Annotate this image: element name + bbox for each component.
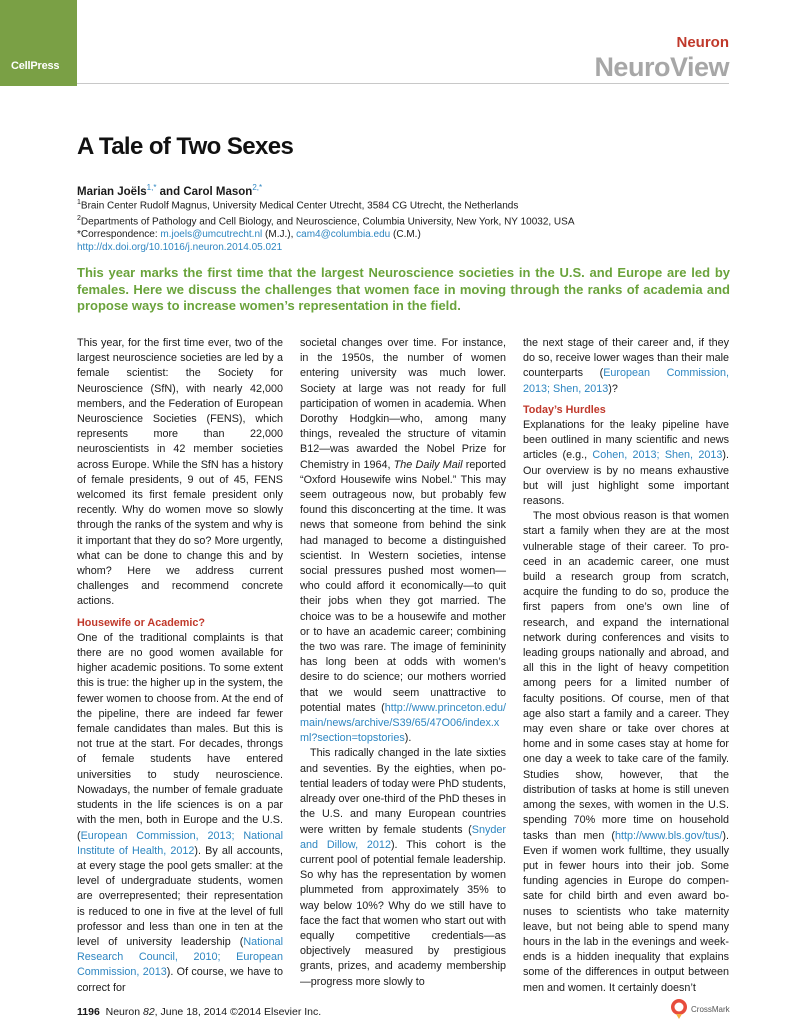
email-link[interactable]: m.joels@umcutrecht.nl (160, 229, 263, 241)
citation-link[interactable]: European Commission, 2013; National Institute of Health, 2012 (77, 829, 283, 857)
citation-link[interactable]: Snyder and Dillow, 2012 (300, 823, 506, 851)
affil-marker: 1 (77, 199, 81, 206)
header-divider (77, 83, 729, 84)
paragraph: This year, for the first time ever, two of the largest neuroscience societies are led by a female scientist: the Society for Neuroscience (SfN), with nearly 42,000 members, and the Federation of European Neuroscience Societies (FENS), which represents more than 22,000 neuroscientists in 42 member societies across Europe. While the SfN has a history of female presidents, 9 out of 45, FENS welcomed its first female president only recently. Why do women move so slowly through the ranks of the system and why is it important that they do so? More urgently, what can be done to change this and by whom? Here we address current challenges and recommend concrete actions. (77, 337, 283, 608)
affiliation-text: Departments of Pathology and Cell Biology, and Neuroscience, Columbia University, New York, NY 10032, USA (80, 216, 575, 228)
paragraph (523, 418, 729, 509)
correspondence (77, 229, 727, 242)
crossmark-icon (670, 998, 688, 1020)
citation-link[interactable]: Cohen, 2013; Shen, 2013 (592, 449, 723, 462)
author-name: Marian Joëls (77, 185, 147, 198)
email-link[interactable]: cam4@columbia.edu (296, 229, 391, 241)
abstract: This year marks the first time that the largest Neuroscience societies in the U.S. and Europe are led by females. Here we discuss the challenges that women face in moving through the ranks of academia and propose ways to increase women’s representation in the field. (77, 265, 730, 313)
citation-link[interactable]: National Research Council, 2010; European Commission, 2013 (77, 935, 283, 979)
footer-citation: , June 18, 2014 ©2014 Elsevier Inc. (154, 1006, 322, 1018)
paragraph-text: ). Even if women work fulltime, they usually put in fewer hours into their job. Some funding agencies in Europe do compensate for child birth and even award bonuses to scientists who take maternity leave, but not being able to spend many hours in the lab in the evenings and weekends is a hidden inequality that explains some of the differences in output between men and women. It certainly doesn’t (523, 829, 729, 994)
paragraph-text: societal changes over time. For instance, in the 1950s, the number of women entering university was much lower. Society at large was not ready for full participation of women in academia. When Dorothy Hodgkin—who, among many things, revealed the structure of vitamin B12—was awarded the Nobel Prize for Chemistry in 1964, (300, 337, 506, 471)
paragraph-text: ). (404, 732, 412, 745)
paragraph-text: The most obvious reason is that women start a family when they are at the most vulnerable stage of their career. To proceed in an academic career, one must build a research group from scratch, acquire the funding to do so, produce the first papers from one’s own line of research, and expand the international network during conferences and visits to leading groups nationally and abroad, and all this in the light of heavy competition among peers for a limited number of faculty positions. Of course, men of that age also start a family and a career. They may even share or take over chores at home and in some cases stay at home for one day a week to take care of the family. Studies show, however, that the distribution of tasks at home is still uneven among the sexes, with women in the U.S. spending 70% more time on household tasks than men ( (523, 510, 729, 842)
page-number: 1196 (77, 1006, 100, 1018)
crossmark-label: CrossMark (691, 1004, 730, 1014)
body-column-3 (523, 336, 729, 996)
author-conjunction: and (156, 185, 184, 198)
paragraph-text: ). Of course, we have to correct for (77, 966, 283, 994)
citation-link[interactable]: European Commission, 2013; Shen, 2013 (523, 367, 729, 395)
url-link[interactable]: http://www.bls.gov/tus/ (614, 829, 723, 842)
author-affil-marker[interactable]: 1,* (146, 183, 157, 192)
cellpress-logo (0, 0, 77, 86)
url-link[interactable]: http://www.princeton.edu/main/news/archive/S39/65/47O06/index.xml?section=topstories (300, 701, 506, 745)
paragraph (523, 336, 729, 397)
paragraph-text: )? (608, 382, 618, 395)
author-affil-marker[interactable]: 2,* (252, 183, 263, 192)
section-heading: Today’s Hurdles (523, 403, 606, 416)
paragraph-text: ). Our overview is by no means exhaustive but will just highlight some important reasons. (523, 449, 729, 508)
affiliation-text: Brain Center Rudolf Magnus, University Medical Center Utrecht, 3584 CG Utrecht, the Netherlands (80, 200, 519, 212)
journal-name: Neuron (676, 34, 729, 51)
paragraph-text: ). This cohort is the current pool of potential female leadership. So why has the representation by women plummeted from approximately 35% to way below 10%? Why do we still have to face the fact that women who start out with equally competitive credentials—as objectively measured by prestigious grants, prizes, and academy membership—progress more slowly to (300, 838, 506, 988)
doi-link[interactable]: http://dx.doi.org/10.1016/j.neuron.2014.05.021 (77, 242, 283, 254)
footer-journal: Neuron (105, 1006, 143, 1018)
paragraph-text: One of the traditional complaints is that there are no good women available for higher academic positions. To some extent this is true: the higher up in the system, the fewer women to choose from. At the end of the pipeline, there are indeed far fewer female candidates than males. But this is not true at the start. For decades, throngs of female students have entered universities to study neuroscience. Nowadays, the number of female graduate students in the life sciences is on a par with the men, both in Europe and the U.S. ( (77, 631, 283, 842)
body-column-1 (77, 336, 283, 996)
email-note: (C.M.) (390, 229, 421, 241)
affiliation-1 (77, 197, 727, 213)
article-title: A Tale of Two Sexes (77, 133, 294, 160)
paragraph-text: reported “Oxford Housewife wins Nobel.” This may seem outrageous now, but probably few found this disconcerting at the time. It was news that someone from behind the sink had managed to become a distinguished scientist. In Western societies, intense social pressures pushed most women—who could afford it economically—to quit their jobs when they got married. The choice was to be a housewife and mother or to have an academic career; combining the two was rare. The image of femininity has long been at odds with women’s desire to do science; our mothers worried that we would seem unattractive to potential mates ( (300, 458, 507, 714)
newspaper-name: The Daily Mail (393, 458, 463, 471)
affil-marker: 2 (77, 215, 81, 223)
footer-volume: 82 (142, 1006, 155, 1018)
affiliation-2 (77, 213, 727, 229)
paragraph-text: the next stage of their career and, if they do so, receive lower wages than their male counterparts ( (523, 337, 729, 380)
correspondence-label: *Correspondence: (77, 229, 161, 241)
section-heading: Housewife or Academic? (77, 616, 205, 629)
page-footer (77, 1006, 321, 1018)
paragraph-text: Explanations for the leaky pipeline have been outlined in many scientific and news articles (e.g., (523, 419, 729, 462)
author-name: Carol Mason (183, 185, 253, 198)
paragraph (300, 336, 506, 746)
affiliations (77, 197, 727, 255)
crossmark-badge[interactable] (670, 998, 730, 1020)
email-note: (M.J.), (262, 229, 297, 241)
paragraph-text: This radically changed in the late sixties and seventies. By the eighties, when potential leaders of today were PhD students, already over one-third of the PhD theses in the U.S. and many European countries were written by female students ( (300, 747, 506, 836)
paragraph-text: ). By all accounts, at every stage the pool gets smaller: at the level of undergraduate students, women are overrepresented; their representation is reduced to one in five at the level of full professor and less than one in ten at the level of university leadership ( (77, 844, 283, 948)
section-name: NeuroView (594, 52, 729, 82)
paragraph (300, 746, 506, 989)
author-line (77, 183, 262, 198)
paragraph (77, 631, 283, 996)
body-column-2 (300, 336, 506, 990)
publisher-name: CellPress (11, 60, 60, 72)
paragraph (523, 509, 729, 996)
